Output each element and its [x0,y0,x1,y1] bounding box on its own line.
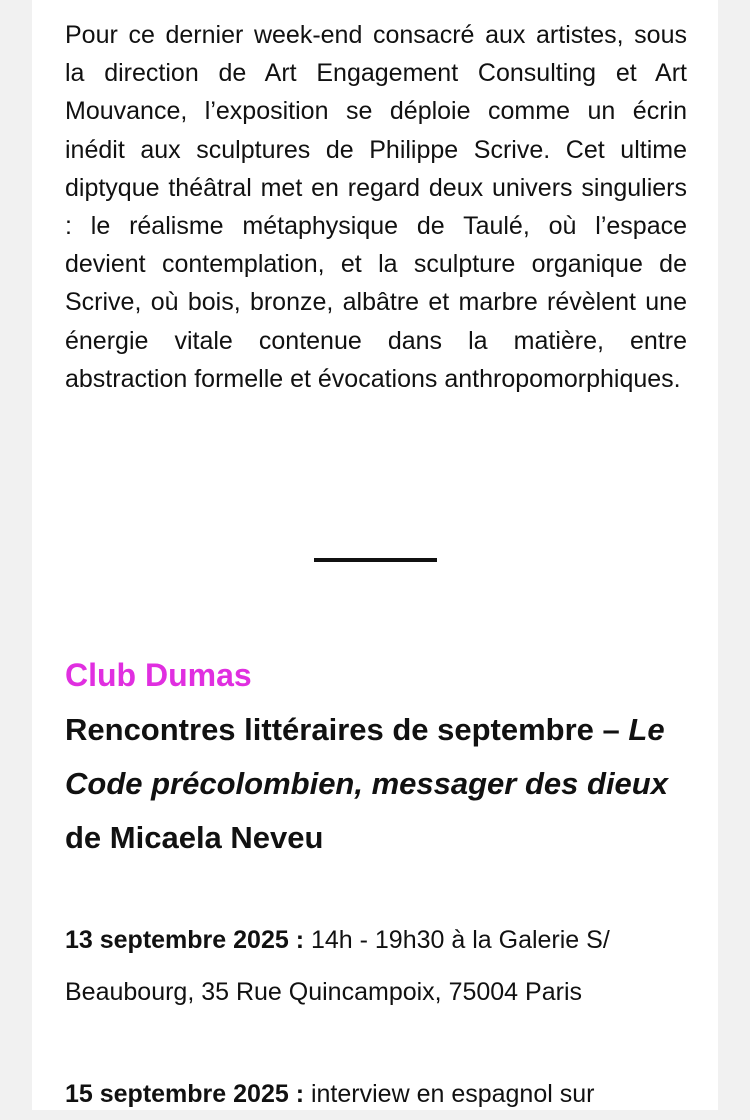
event-date-2: 15 septembre 2025 : [65,1080,305,1108]
event-item-1 [65,914,687,1018]
title-part2: de Micaela Neveu [65,820,324,855]
article-card [32,0,718,1110]
event-date-1: 13 septembre 2025 : [65,926,305,954]
section-divider [314,558,437,562]
page-bottom-edge [0,1110,750,1117]
title-part1: Rencontres littéraires de septembre – [65,712,629,747]
event-details-1: 14h - 19h30 à la Galerie S/ Beaubourg, 35 Rue Quincampoix, 75004 Paris [65,926,610,1006]
section-title [65,703,705,865]
book-title: Le Code précolombien, messager des dieux [65,712,668,801]
intro-paragraph: Pour ce dernier week-end consacré aux artistes, sous la direction de Art Engagement Consulting et Art Mouvance, l’exposition se déploie comme un écrin inédit aux sculptures de Philippe Scrive. Cet ultime diptyque théâtral met en regard deux univers singuliers : le réalisme métaphysique de Taulé, où l’espace devient contemplation, et la sculpture organique de Scrive, où bois, bronze, albâtre et marbre révèlent une énergie vitale contenue dans la matière, entre abstraction formelle et évocations anthropomorphiques. [65,21,687,393]
club-label: Club Dumas [65,657,252,693]
event-details-2: interview en espagnol sur [304,1080,595,1108]
